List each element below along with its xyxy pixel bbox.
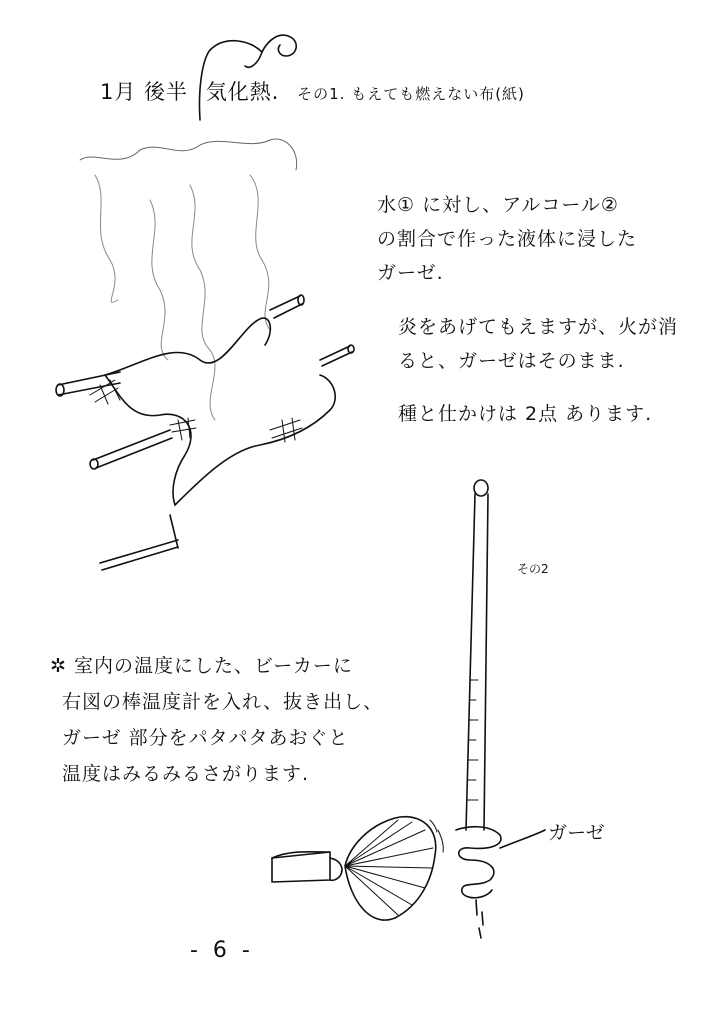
fire-note-line: 炎をあげてもえますが、火が消 bbox=[398, 316, 679, 338]
experiment-note-paragraph bbox=[50, 648, 383, 792]
trick-note: 種と仕かけは 2点 あります. bbox=[398, 403, 653, 425]
gauze-label: ガーゼ bbox=[548, 822, 605, 844]
page-number: - 6 - bbox=[190, 938, 254, 963]
burning-cloth-illustration bbox=[56, 139, 354, 570]
title-sub: その1. もえても燃えない布(紙) bbox=[297, 85, 525, 103]
explanation-line: の割合で作った液体に浸した bbox=[377, 228, 638, 250]
part2-label: その2 bbox=[517, 562, 549, 576]
title-main: 気化熱. bbox=[205, 80, 280, 104]
explanation-paragraph bbox=[377, 188, 637, 290]
page-title bbox=[100, 76, 525, 106]
explanation-line: 水① に対し、アルコール② bbox=[377, 194, 619, 216]
experiment-line: 温度はみるみるさがります. bbox=[62, 763, 310, 785]
experiment-line: ガーゼ 部分をパタパタあおぐと bbox=[62, 727, 349, 749]
fire-note-paragraph bbox=[398, 310, 678, 378]
explanation-line: ガーゼ. bbox=[377, 262, 444, 284]
fire-note-line: ると、ガーゼはそのまま. bbox=[398, 350, 625, 372]
thermometer-illustration bbox=[456, 480, 545, 938]
title-prefix: 1月 後半 bbox=[100, 80, 189, 104]
fan-illustration bbox=[272, 817, 443, 920]
experiment-line: 右図の棒温度計を入れ、抜き出し、 bbox=[62, 691, 384, 713]
experiment-line: ✲ 室内の温度にした、ビーカーに bbox=[50, 655, 353, 677]
